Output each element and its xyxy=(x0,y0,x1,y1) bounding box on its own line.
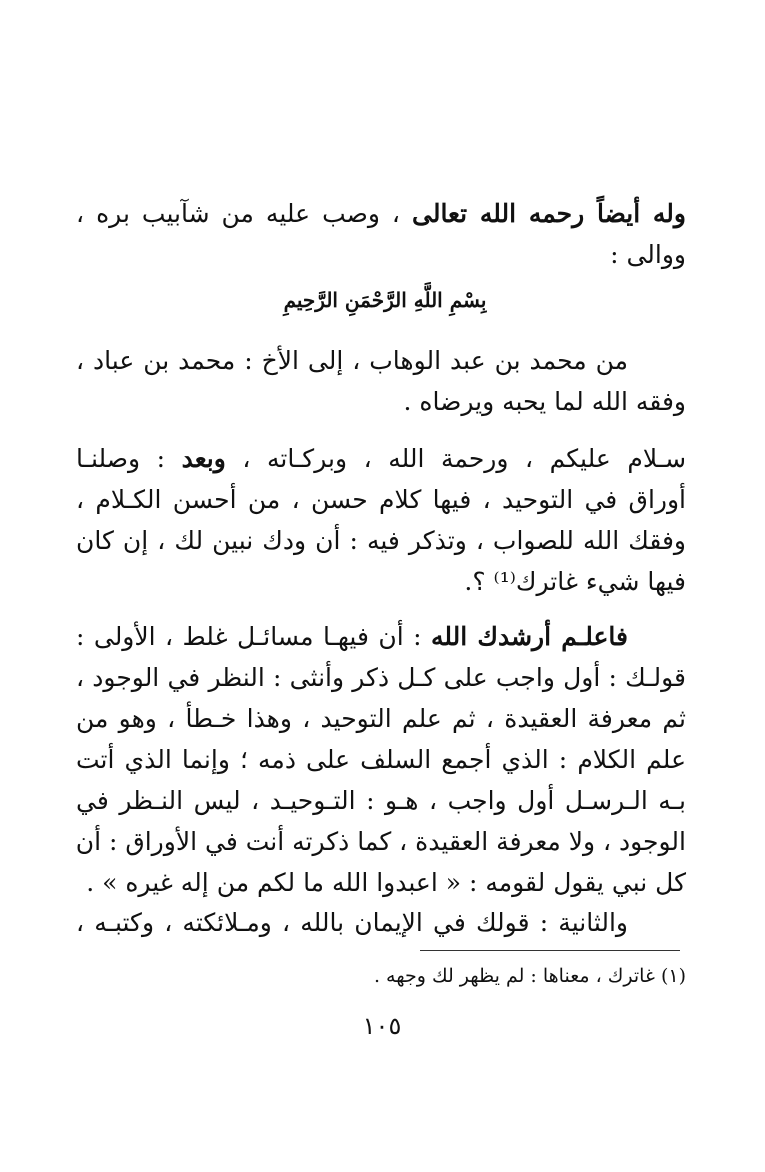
footnote: (١) غاترك ، معناها : لم يظهر لك وجهه . xyxy=(373,965,686,987)
first-issue-line-2: قولـك : أول واجب على كـل ذكر وأنثى : النظر في الوجود ، xyxy=(76,663,686,692)
first-issue-line-6: الوجود ، ولا معرفة العقيدة ، كما ذكرته أنت في الأوراق : أن xyxy=(75,827,686,856)
intro-bold-text: وله أيضاً رحمه الله تعالى xyxy=(411,199,686,228)
page-number: ١٠٥ xyxy=(362,1012,402,1040)
first-issue-paragraph xyxy=(76,616,686,903)
basmala-heading: بِسْمِ اللَّهِ الرَّحْمَنِ الرَّحِيمِ xyxy=(283,288,487,312)
greeting-line-3: وفقك الله للصواب ، وتذكر فيه : أن ودك نبين لك ، إن كان xyxy=(76,526,686,555)
greeting-bold-text: وبعد xyxy=(181,444,226,473)
intro-line-1 xyxy=(76,193,686,234)
first-issue-bold-text: فاعلـم أرشدك الله xyxy=(430,622,628,651)
second-issue-paragraph xyxy=(76,902,686,943)
salutation-line-2: وفقه الله لما يحبه ويرضاه . xyxy=(403,387,686,416)
first-issue-text: : أن فيهـا مسائـل غلط ، الأولى : xyxy=(76,622,422,651)
intro-line-2: ووالى : xyxy=(610,240,686,269)
salutation-line-1: من محمد بن عبد الوهاب ، إلى الأخ : محمد بن عباد ، xyxy=(76,346,628,375)
first-issue-line-3: ثم معرفة العقيدة ، ثم علم التوحيد ، وهذا خـطأ ، وهو من xyxy=(76,704,686,733)
greeting-text-end: : وصلنـا xyxy=(76,444,166,473)
first-issue-line-1 xyxy=(76,616,686,657)
greeting-line-1 xyxy=(76,438,686,479)
first-issue-line-5: بـه الـرسـل أول واجب ، هـو : التـوحيـد ، ليس النـظر في xyxy=(76,786,686,815)
footnote-divider xyxy=(420,950,680,951)
greeting-text: سـلام عليكم ، ورحمة الله ، وبركـاته ، xyxy=(242,444,687,473)
first-issue-line-7: كل نبي يقول لقومه : « اعبدوا الله ما لكم من إله غيره » . xyxy=(86,868,686,897)
second-issue-line-1: والثانية : قولك في الإيمان بالله ، ومـلائكته ، وكتبـه ، xyxy=(76,908,628,937)
first-issue-line-4: علم الكلام : الذي أجمع السلف على ذمه ؛ وإنما الذي أتت xyxy=(76,745,686,774)
greeting-paragraph xyxy=(76,438,686,602)
greeting-line-4: فيها شيء غاترك⁽¹⁾ ؟. xyxy=(464,567,686,596)
salutation-paragraph xyxy=(76,340,686,422)
intro-paragraph xyxy=(76,193,686,275)
intro-text: ، وصب عليه من شآبيب بره ، xyxy=(76,199,400,228)
greeting-line-2: أوراق في التوحيد ، فيها كلام حسن ، من أحسن الكـلام ، xyxy=(76,485,686,514)
